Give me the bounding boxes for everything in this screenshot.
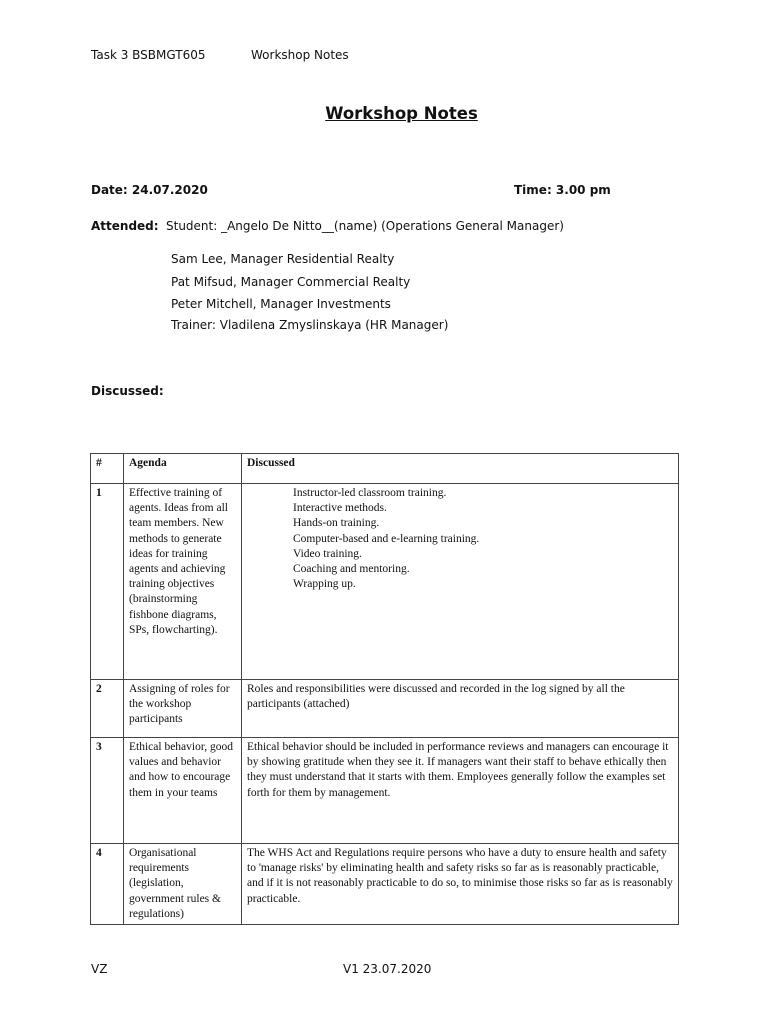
attended-label: Attended: (91, 219, 159, 233)
page-title: Workshop Notes (325, 104, 478, 123)
attendee-student: Student: _Angelo De Nitto__(name) (Operations General Manager) (166, 219, 564, 233)
column-header-agenda: Agenda (124, 454, 242, 484)
table-row (91, 844, 679, 925)
list-item: Interactive methods. (293, 502, 387, 515)
discussed-label: Discussed: (91, 384, 164, 398)
table-row (91, 680, 679, 738)
attendee-line: Peter Mitchell, Manager Investments (171, 297, 391, 311)
agenda-cell: Organisational requirements (legislation, government rules & regulations) (124, 844, 242, 925)
list-item: Video training. (293, 547, 362, 560)
header-document-name: Workshop Notes (251, 48, 349, 62)
list-item: Hands-on training. (293, 517, 380, 530)
column-header-discussed: Discussed (242, 454, 679, 484)
agenda-cell: Assigning of roles for the workshop participants (124, 680, 242, 738)
meeting-time: Time: 3.00 pm (514, 183, 611, 197)
footer-initials: VZ (91, 962, 108, 976)
attendee-trainer: Trainer: Vladilena Zmyslinskaya (HR Manager) (171, 318, 449, 332)
list-item: Instructor-led classroom training. (293, 487, 447, 499)
discussed-cell: The WHS Act and Regulations require persons who have a duty to ensure health and safety to 'manage risks' by eliminating health and safety risks so far as is reasonably practicable, and if it is not reasonably practicable to do so, to minimise those risks so far as is reasonably practicable. (242, 844, 679, 925)
column-header-number: # (91, 454, 124, 484)
training-methods-list (247, 486, 673, 592)
row-number: 3 (91, 738, 124, 844)
header-task-code: Task 3 BSBMGT605 (91, 48, 206, 62)
list-item: Computer-based and e-learning training. (293, 532, 480, 545)
list-item: Wrapping up. (293, 578, 356, 591)
table-row (91, 484, 679, 680)
list-item: Coaching and mentoring. (293, 563, 410, 576)
discussed-cell: Ethical behavior should be included in performance reviews and managers can encourage it by showing gratitude when they see it. If managers want their staff to behave ethically then they must understand that it starts with them. Employees generally follow the examples set forth for them by management. (242, 738, 679, 844)
table-header-row (91, 454, 679, 484)
table-row (91, 738, 679, 844)
agenda-cell: Ethical behavior, good values and behavior and how to encourage them in your teams (124, 738, 242, 844)
row-number: 4 (91, 844, 124, 925)
attendee-line: Sam Lee, Manager Residential Realty (171, 252, 395, 266)
discussed-cell (242, 484, 679, 680)
row-number: 1 (91, 484, 124, 680)
row-number: 2 (91, 680, 124, 738)
agenda-cell: Effective training of agents. Ideas from all team members. New methods to generate ideas for training agents and achieving training objectives (brainstorming fishbone diagrams, SPs, flowcharting). (124, 484, 242, 680)
meeting-date: Date: 24.07.2020 (91, 183, 208, 197)
attendee-line: Pat Mifsud, Manager Commercial Realty (171, 275, 411, 289)
discussed-cell: Roles and responsibilities were discussed and recorded in the log signed by all the participants (attached) (242, 680, 679, 738)
footer-version: V1 23.07.2020 (343, 962, 432, 976)
agenda-table (90, 453, 679, 925)
